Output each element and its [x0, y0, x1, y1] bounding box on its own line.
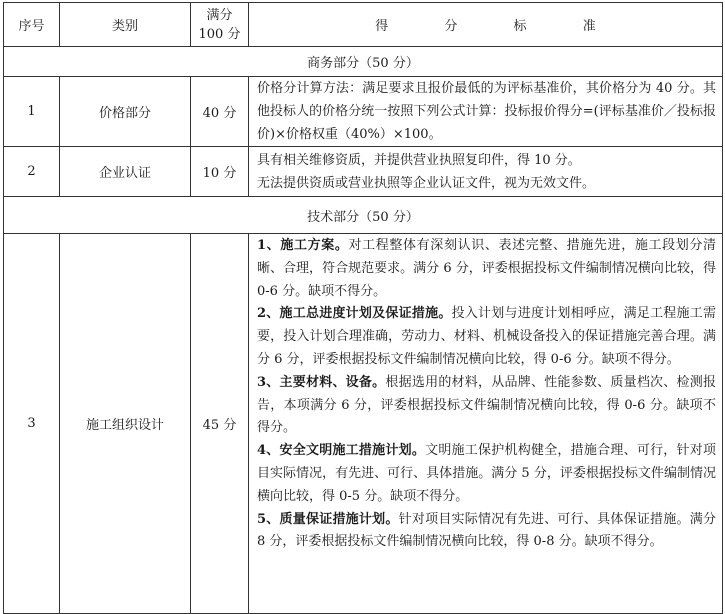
- criterion-title: 3、主要材料、设备。: [257, 374, 386, 390]
- row-index: 3: [4, 234, 60, 614]
- criterion-text: 对工程整体有深刻认识、表述完整、措施先进，施工段划分清晰、合理，符合规范要求。满分 6 分，评委根据投标文件编制情况横向比较，得 0-6 分。缺项不得分。: [257, 238, 716, 299]
- header-score: [191, 3, 249, 47]
- criterion-title: 5、质量保证措施计划。: [257, 511, 399, 527]
- row-standard-items: [249, 234, 723, 614]
- row-standard-line: 具有相关维修资质，并提供营业执照复印件，得 10 分。: [257, 152, 581, 168]
- header-category: 类别: [60, 3, 191, 47]
- criterion-title: 1、施工方案。: [257, 238, 349, 253]
- section-row-business: [4, 47, 723, 77]
- section-technical: 技术部分（50 分）: [4, 197, 723, 234]
- header-standard-label: 得 分 标 准: [375, 19, 622, 34]
- row-index: 1: [4, 77, 60, 147]
- header-index: 序号: [4, 3, 60, 47]
- row-standard: 价格分计算方法：满足要求且报价最低的为评标基准价，其价格分为 40 分。其他投标人的价格分统一按照下列公式计算：投标报价得分=(评标基准价／投标报价)×价格权重（40%）×100。: [249, 77, 723, 147]
- scoring-table-page: [3, 2, 722, 614]
- row-standard: [249, 147, 723, 197]
- criterion-item: [257, 509, 716, 555]
- criterion-item: [257, 303, 716, 371]
- row-score: 10 分: [191, 147, 249, 197]
- section-business: 商务部分（50 分）: [4, 47, 723, 77]
- header-score-line2: 100 分: [198, 26, 241, 42]
- criterion-text: 针对项目实际情况有先进、可行、具体保证措施。满分 8 分，评委根据投标文件编制情况横向比较，得 0-8 分。缺项不得分。: [257, 511, 716, 550]
- row-category: 施工组织设计: [60, 234, 191, 614]
- row-score: 40 分: [191, 77, 249, 147]
- criterion-item: [257, 440, 716, 508]
- row-category: 价格部分: [60, 77, 191, 147]
- criterion-title: 4、安全文明施工措施计划。: [257, 443, 426, 459]
- criterion-item: [257, 372, 716, 440]
- criterion-item: [257, 235, 716, 303]
- criterion-text: 投入计划与进度计划相呼应，满足工程施工需要，投入计划合理准确，劳动力、材料、机械设备投入的保证措施完善合理。满分 6 分，评委根据投标文件编制情况横向比较，得 0-6 分。缺项不得分。: [257, 306, 716, 367]
- header-standard: [249, 3, 723, 47]
- row-index: 2: [4, 147, 60, 197]
- row-category: 企业认证: [60, 147, 191, 197]
- table-row: [4, 77, 723, 147]
- criterion-title: 2、施工总进度计划及保证措施。: [257, 306, 452, 322]
- criterion-text: 文明施工保护机构健全，措施合理、可行，针对项目实际情况，有先进、可行、具体措施。满分 5 分，评委根据投标文件编制情况横向比较，得 0-5 分。缺项不得分。: [257, 443, 716, 504]
- row-standard-line: 无法提供资质或营业执照等企业认证文件，视为无效文件。: [257, 175, 596, 191]
- scoring-table: [3, 2, 723, 614]
- section-row-technical: [4, 197, 723, 234]
- table-header-row: [4, 3, 723, 47]
- table-row: [4, 234, 723, 614]
- table-row: [4, 147, 723, 197]
- header-score-line1: 满分: [206, 7, 233, 23]
- criterion-text: 根据选用的材料，从品牌、性能参数、质量档次、检测报告，本项满分 6 分，评委根据投标文件编制情况横向比较，得 0-6 分。缺项不得分。: [257, 374, 716, 436]
- row-score: 45 分: [191, 234, 249, 614]
